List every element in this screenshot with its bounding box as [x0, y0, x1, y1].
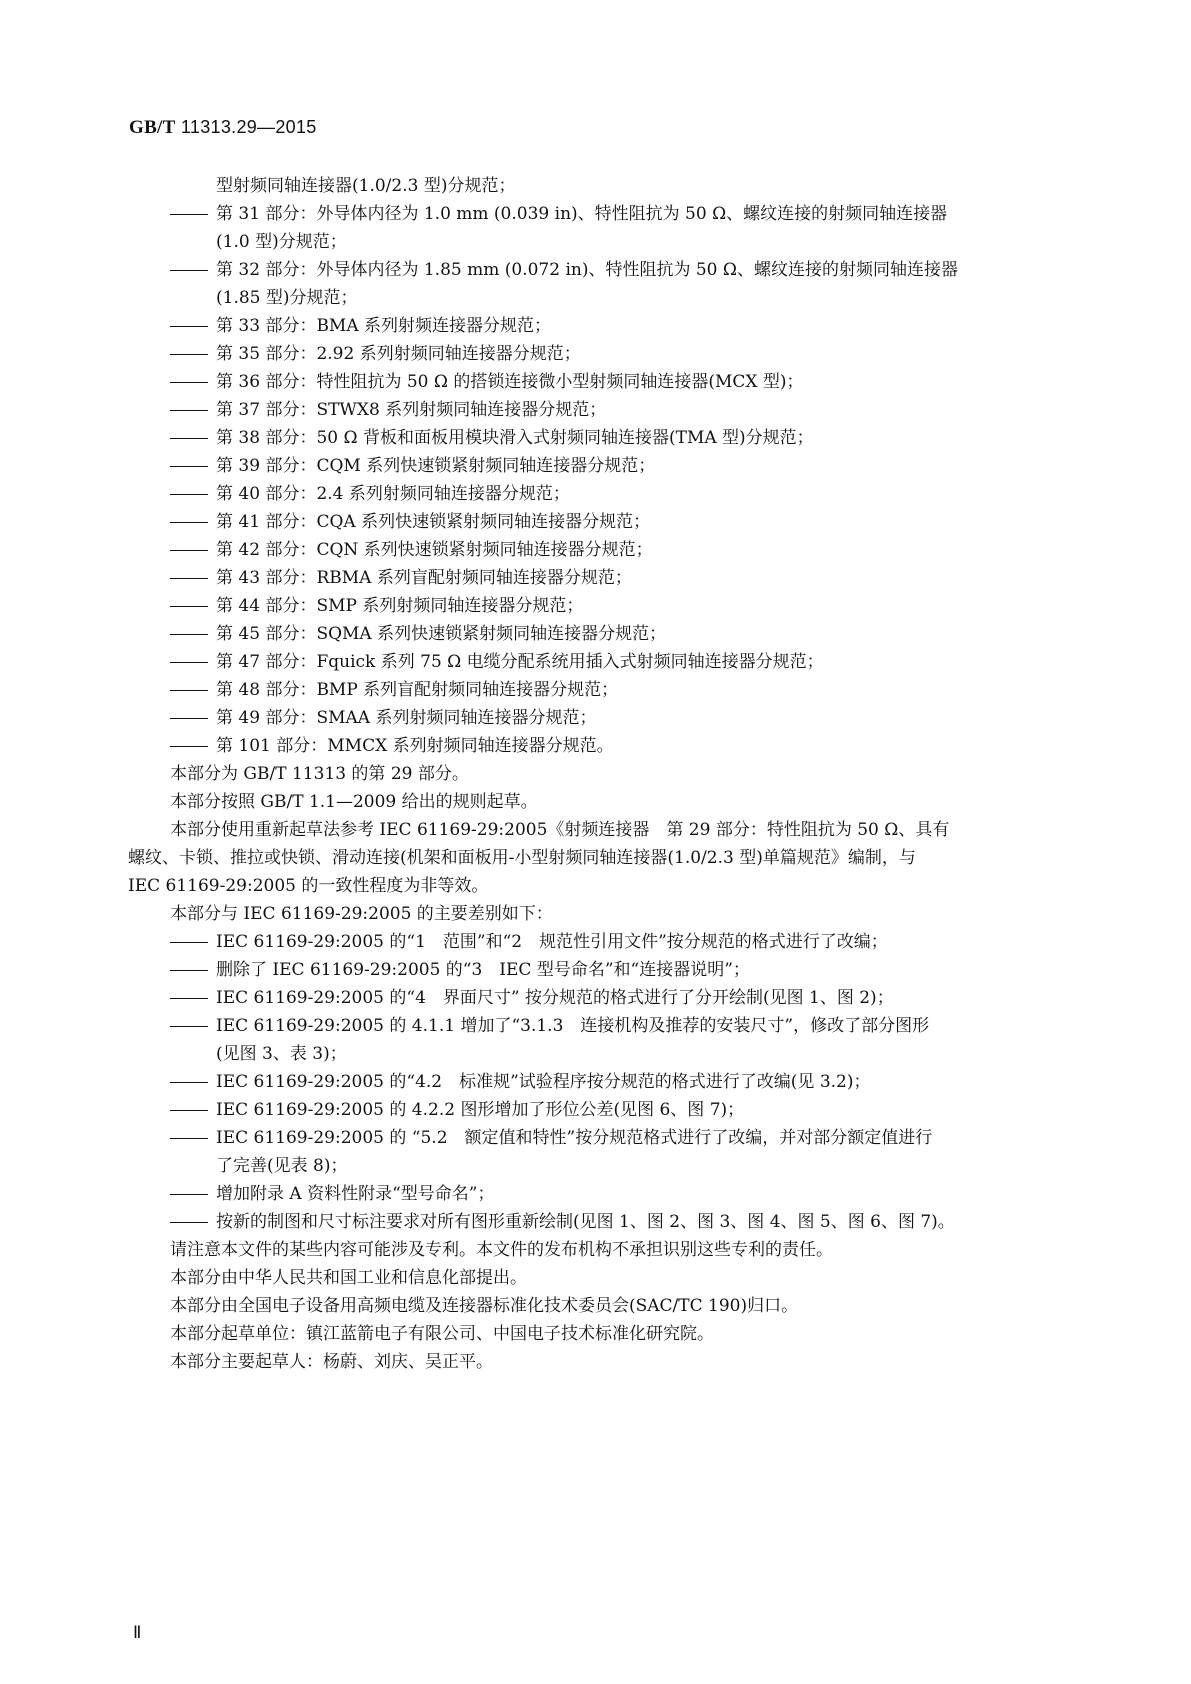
list-item	[170, 1180, 1050, 1208]
list-item	[170, 340, 1050, 368]
line-text: 第 44 部分：SMP 系列射频同轴连接器分规范；	[216, 596, 584, 616]
list-item-continuation	[170, 228, 1050, 256]
paragraph-continuation	[128, 844, 1050, 872]
list-item	[170, 480, 1050, 508]
line-text: 螺纹、卡锁、推拉或快锁、滑动连接(机架和面板用-小型射频同轴连接器(1.0/2.3 型)单篇规范》编制，与	[128, 848, 916, 868]
em-dash-marker	[170, 1180, 216, 1208]
line-text: IEC 61169-29:2005 的“4 界面尺寸” 按分规范的格式进行了分开绘制(见图 1、图 2)；	[216, 988, 894, 1008]
list-item	[170, 200, 1050, 228]
standard-number: 11313.29—2015	[180, 117, 317, 137]
list-item-continuation	[170, 1152, 1050, 1180]
em-dash-marker	[170, 340, 216, 368]
page-header	[129, 117, 317, 139]
line-text: IEC 61169-29:2005 的一致性程度为非等效。	[128, 876, 489, 896]
line-text: 本部分由中华人民共和国工业和信息化部提出。	[170, 1268, 527, 1288]
line-text: 请注意本文件的某些内容可能涉及专利。本文件的发布机构不承担识别这些专利的责任。	[170, 1240, 833, 1260]
em-dash-marker	[170, 536, 216, 564]
line-text: 第 37 部分：STWX8 系列射频同轴连接器分规范；	[216, 400, 607, 420]
em-dash-marker	[170, 256, 216, 284]
em-dash-marker	[170, 928, 216, 956]
em-dash-marker	[170, 424, 216, 452]
line-text: 本部分与 IEC 61169-29:2005 的主要差别如下：	[170, 904, 553, 924]
line-text: 本部分使用重新起草法参考 IEC 61169-29:2005《射频连接器 第 29 部分：特性阻抗为 50 Ω、具有	[170, 820, 950, 840]
list-item	[170, 676, 1050, 704]
list-item	[170, 1068, 1050, 1096]
list-item	[170, 592, 1050, 620]
list-item	[170, 1208, 1050, 1236]
list-item	[170, 508, 1050, 536]
line-text: 第 41 部分：CQA 系列快速锁紧射频同轴连接器分规范；	[216, 512, 651, 532]
list-item	[170, 956, 1050, 984]
line-text: 第 31 部分：外导体内径为 1.0 mm (0.039 in)、特性阻抗为 50 Ω、螺纹连接的射频同轴连接器	[216, 204, 948, 224]
list-item	[170, 396, 1050, 424]
line-text: 第 38 部分：50 Ω 背板和面板用模块滑入式射频同轴连接器(TMA 型)分规范；	[216, 428, 814, 448]
line-text: (1.85 型)分规范；	[216, 288, 358, 308]
line-text: 了完善(见表 8)；	[216, 1156, 348, 1176]
em-dash-marker	[170, 704, 216, 732]
line-text: IEC 61169-29:2005 的“4.2 标准规”试验程序按分规范的格式进行了改编(见 3.2)；	[216, 1072, 871, 1092]
line-text: 第 101 部分：MMCX 系列射频同轴连接器分规范。	[216, 736, 614, 756]
list-item	[170, 424, 1050, 452]
line-text: 第 43 部分：RBMA 系列盲配射频同轴连接器分规范；	[216, 568, 632, 588]
em-dash-marker	[170, 452, 216, 480]
em-dash-marker	[170, 984, 216, 1012]
paragraph	[170, 900, 1050, 928]
em-dash-marker	[170, 1012, 216, 1040]
list-item	[170, 536, 1050, 564]
list-item	[170, 452, 1050, 480]
line-text: 第 42 部分：CQN 系列快速锁紧射频同轴连接器分规范；	[216, 540, 653, 560]
em-dash-marker	[170, 508, 216, 536]
list-item	[170, 984, 1050, 1012]
document-body	[128, 172, 1050, 1376]
paragraph	[170, 788, 1050, 816]
em-dash-marker	[170, 676, 216, 704]
em-dash-marker	[170, 200, 216, 228]
em-dash-marker	[170, 564, 216, 592]
em-dash-marker	[170, 592, 216, 620]
line-text: 本部分为 GB/T 11313 的第 29 部分。	[170, 764, 469, 784]
list-item-continuation	[170, 1040, 1050, 1068]
list-item	[170, 1012, 1050, 1040]
paragraph	[170, 816, 1050, 844]
em-dash-marker	[170, 1208, 216, 1236]
list-item-continuation	[170, 172, 1050, 200]
em-dash-marker	[170, 732, 216, 760]
line-text: 本部分由全国电子设备用高频电缆及连接器标准化技术委员会(SAC/TC 190)归口。	[170, 1296, 799, 1316]
em-dash-marker	[170, 1068, 216, 1096]
standard-code: GB/T	[129, 117, 176, 138]
list-item	[170, 704, 1050, 732]
em-dash-marker	[170, 956, 216, 984]
em-dash-marker	[170, 368, 216, 396]
line-text: 第 48 部分：BMP 系列盲配射频同轴连接器分规范；	[216, 680, 619, 700]
list-item	[170, 928, 1050, 956]
line-text: 第 32 部分：外导体内径为 1.85 mm (0.072 in)、特性阻抗为 50 Ω、螺纹连接的射频同轴连接器	[216, 260, 958, 280]
paragraph-continuation	[128, 872, 1050, 900]
paragraph	[170, 1320, 1050, 1348]
paragraph	[170, 1348, 1050, 1376]
line-text: 第 35 部分：2.92 系列射频同轴连接器分规范；	[216, 344, 581, 364]
line-text: 按新的制图和尺寸标注要求对所有图形重新绘制(见图 1、图 2、图 3、图 4、图 5、图 6、图 7)。	[216, 1212, 955, 1232]
line-text: 增加附录 A 资料性附录“型号命名”；	[216, 1184, 495, 1204]
em-dash-marker	[170, 1096, 216, 1124]
line-text: IEC 61169-29:2005 的 “5.2 额定值和特性”按分规范格式进行了改编，并对部分额定值进行	[216, 1128, 933, 1148]
line-text: IEC 61169-29:2005 的 4.1.1 增加了“3.1.3 连接机构及推荐的安装尺寸”，修改了部分图形	[216, 1016, 930, 1036]
list-item	[170, 648, 1050, 676]
paragraph	[170, 1292, 1050, 1320]
list-item	[170, 312, 1050, 340]
em-dash-marker	[170, 620, 216, 648]
line-text: 第 33 部分：BMA 系列射频连接器分规范；	[216, 316, 552, 336]
paragraph	[170, 760, 1050, 788]
line-text: (1.0 型)分规范；	[216, 232, 347, 252]
list-item	[170, 564, 1050, 592]
line-text: 第 45 部分：SQMA 系列快速锁紧射频同轴连接器分规范；	[216, 624, 667, 644]
paragraph	[170, 1264, 1050, 1292]
line-text: IEC 61169-29:2005 的“1 范围”和“2 规范性引用文件”按分规范的格式进行了改编；	[216, 932, 888, 952]
line-text: (见图 3、表 3)；	[216, 1044, 347, 1064]
page-number: Ⅱ	[133, 1623, 142, 1642]
line-text: 第 47 部分：Fquick 系列 75 Ω 电缆分配系统用插入式射频同轴连接器分规范；	[216, 652, 824, 672]
line-text: 第 49 部分：SMAA 系列射频同轴连接器分规范；	[216, 708, 597, 728]
line-text: 本部分主要起草人：杨蔚、刘庆、吴正平。	[170, 1352, 493, 1372]
line-text: 第 40 部分：2.4 系列射频同轴连接器分规范；	[216, 484, 570, 504]
line-text: 本部分起草单位：镇江蓝箭电子有限公司、中国电子技术标准化研究院。	[170, 1324, 714, 1344]
em-dash-marker	[170, 312, 216, 340]
list-item	[170, 1096, 1050, 1124]
line-text: IEC 61169-29:2005 的 4.2.2 图形增加了形位公差(见图 6、图 7)；	[216, 1100, 745, 1120]
em-dash-marker	[170, 396, 216, 424]
line-text: 本部分按照 GB/T 1.1—2009 给出的规则起草。	[170, 792, 538, 812]
em-dash-marker	[170, 480, 216, 508]
list-item	[170, 256, 1050, 284]
line-text: 第 39 部分：CQM 系列快速锁紧射频同轴连接器分规范；	[216, 456, 656, 476]
line-text: 型射频同轴连接器(1.0/2.3 型)分规范；	[216, 176, 516, 196]
em-dash-marker	[170, 1124, 216, 1152]
list-item	[170, 368, 1050, 396]
em-dash-marker	[170, 648, 216, 676]
list-item	[170, 620, 1050, 648]
line-text: 第 36 部分：特性阻抗为 50 Ω 的搭锁连接微小型射频同轴连接器(MCX 型)；	[216, 372, 804, 392]
list-item-continuation	[170, 284, 1050, 312]
line-text: 删除了 IEC 61169-29:2005 的“3 IEC 型号命名”和“连接器说明”；	[216, 960, 750, 980]
paragraph	[170, 1236, 1050, 1264]
list-item	[170, 732, 1050, 760]
list-item	[170, 1124, 1050, 1152]
